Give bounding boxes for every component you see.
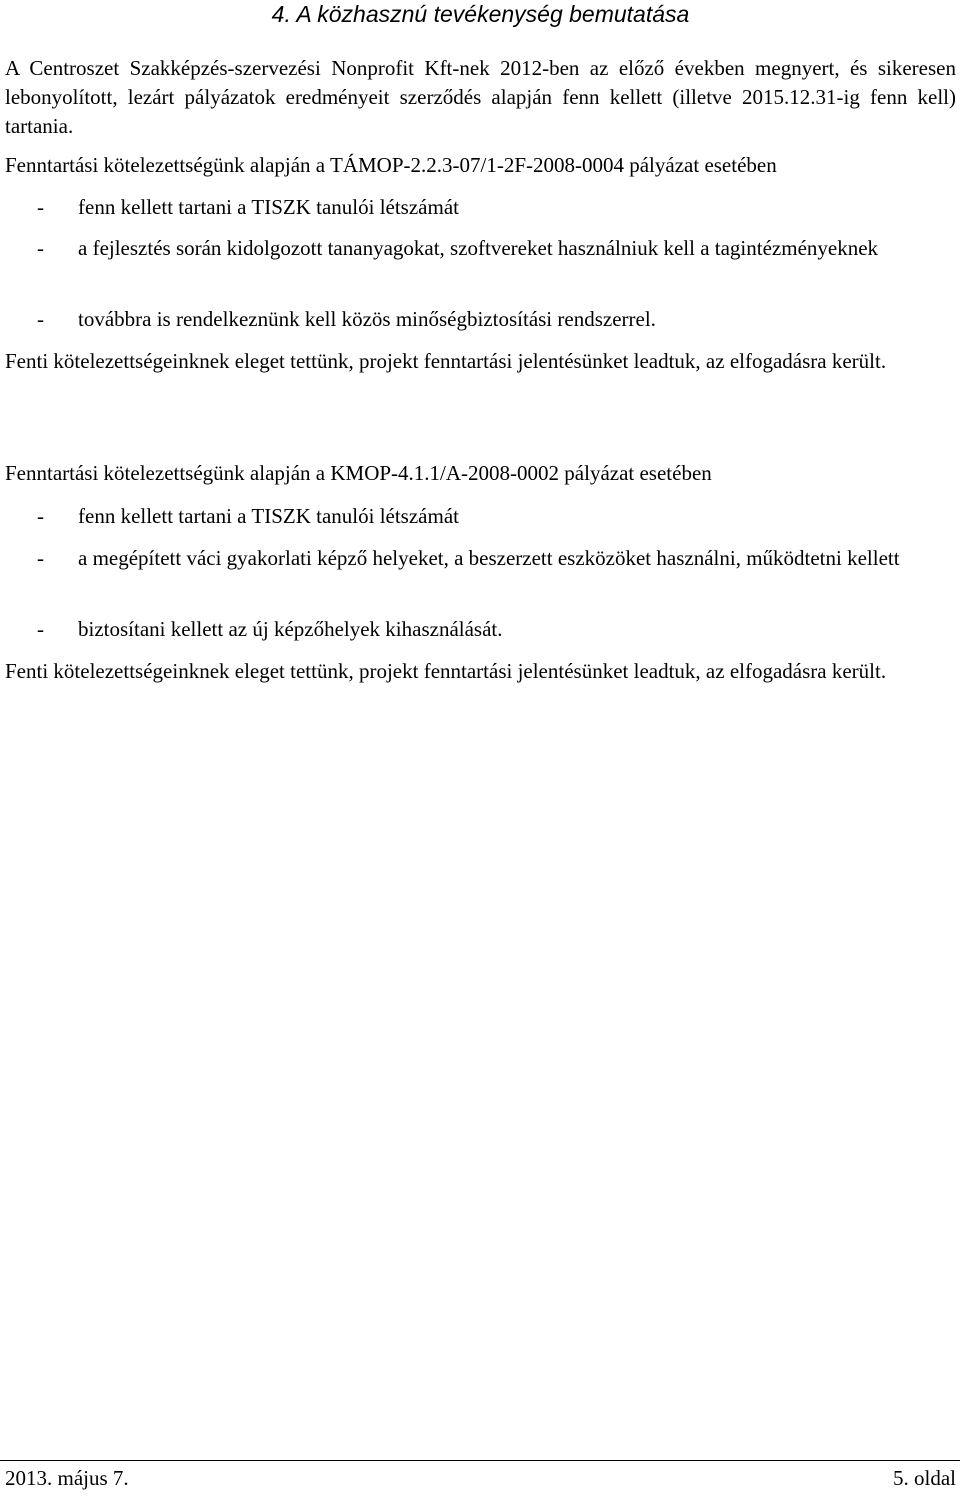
list-dash: - <box>37 546 44 570</box>
footer-date: 2013. május 7. <box>5 1466 129 1490</box>
section-heading: 4. A közhasznú tevékenység bemutatása <box>271 1 690 27</box>
list-item-text: a megépített váci gyakorlati képző helyeket, a beszerzett eszközöket használni, működtetni kellett <box>78 546 900 570</box>
list-dash: - <box>37 307 44 331</box>
list-dash: - <box>37 195 44 219</box>
list-item-text: továbbra is rendelkeznünk kell közös minőségbiztosítási rendszerrel. <box>78 307 656 331</box>
intro-paragraph: A Centroszet Szakképzés-szervezési Nonprofit Kft-nek 2012-ben az előző években megnyert, és sikeresen lebonyolított, lezárt pályázatok eredményeit szerződés alapján fenn kellett (illetve 2015.12.31-ig fenn kell) tartania. <box>5 56 956 138</box>
list-item-text: fenn kellett tartani a TISZK tanulói létszámát <box>78 504 459 528</box>
list-dash: - <box>37 504 44 528</box>
list-item-text: a fejlesztés során kidolgozott tananyagokat, szoftvereket használniuk kell a tagintézményeknek <box>78 236 879 260</box>
section1-conclusion: Fenti kötelezettségeinknek eleget tettünk, projekt fenntartási jelentésünket leadtuk, az elfogadásra került. <box>5 349 887 373</box>
list-dash: - <box>37 236 44 260</box>
list-dash: - <box>37 617 44 641</box>
footer-divider <box>0 1460 960 1461</box>
section2-conclusion: Fenti kötelezettségeinknek eleget tettünk, projekt fenntartási jelentésünket leadtuk, az elfogadásra került. <box>5 659 887 683</box>
footer-page-number: 5. oldal <box>893 1466 956 1490</box>
list-item-text: fenn kellett tartani a TISZK tanulói létszámát <box>78 195 459 219</box>
section1-title: Fenntartási kötelezettségünk alapján a TÁMOP-2.2.3-07/1-2F-2008-0004 pályázat esetében <box>5 153 777 177</box>
section2-title: Fenntartási kötelezettségünk alapján a KMOP-4.1.1/A-2008-0002 pályázat esetében <box>5 461 712 485</box>
list-item-text: biztosítani kellett az új képzőhelyek kihasználását. <box>78 617 503 641</box>
